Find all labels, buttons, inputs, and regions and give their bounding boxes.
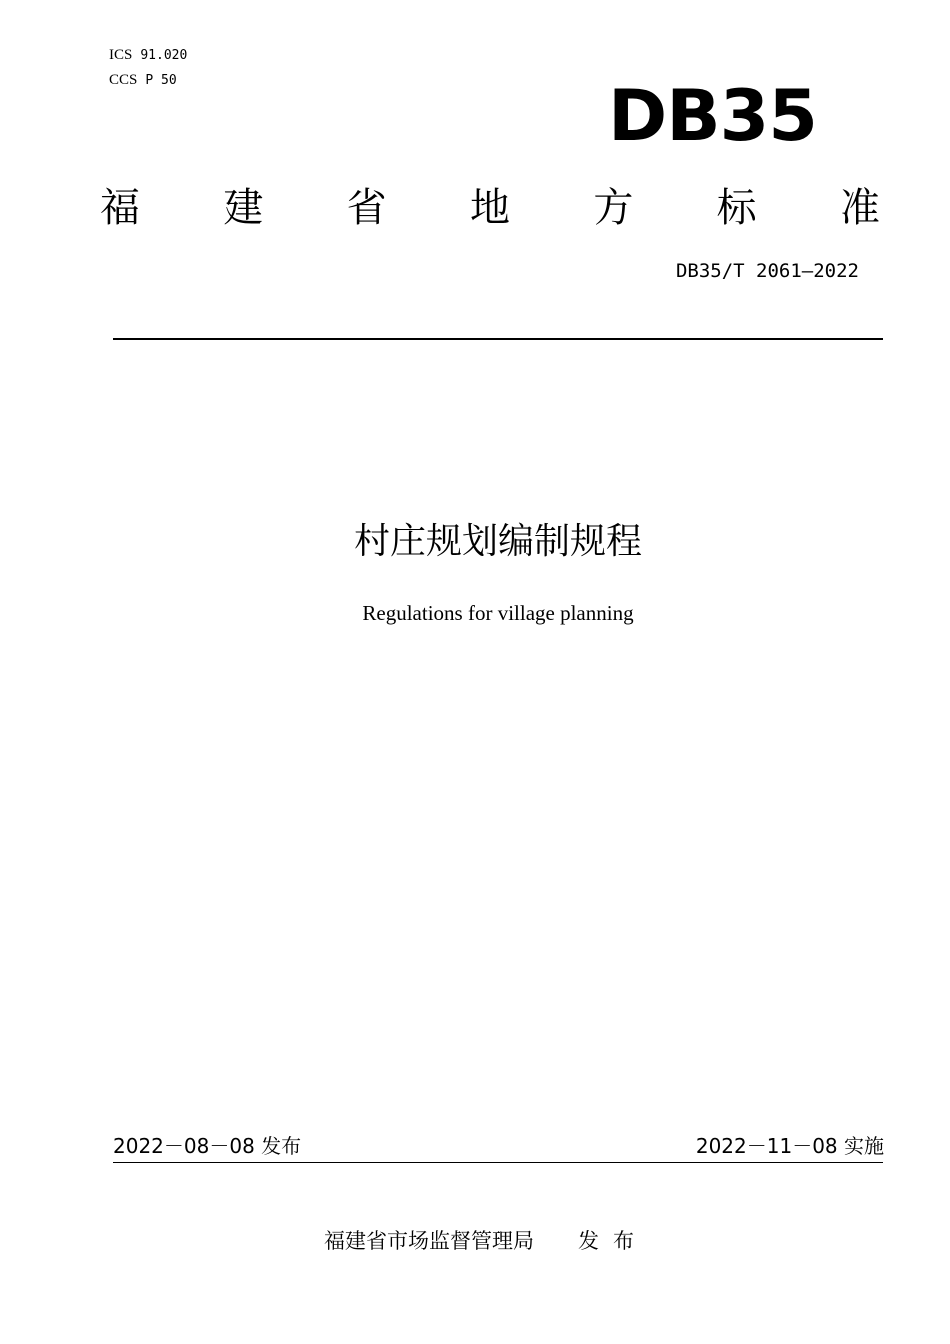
issuer-line: [324, 1226, 648, 1256]
document-title-chinese: 村庄规划编制规程: [353, 521, 642, 562]
standard-type-char: 准: [839, 185, 880, 231]
standard-type-char: 建: [223, 185, 264, 231]
top-divider: [113, 338, 883, 340]
standard-type-char: 地: [469, 185, 510, 231]
ccs-label: CCS: [109, 72, 138, 88]
issuer-name: 福建省市场监督管理局: [324, 1229, 534, 1253]
db35-logo: DB35: [608, 75, 817, 157]
implement-date: 2022－11－08 实施: [695, 1134, 884, 1158]
publish-date: 2022－08－08 发布: [113, 1134, 302, 1158]
standard-type-title: [100, 180, 880, 236]
ics-value: 91.020: [140, 48, 188, 63]
ics-code: [109, 46, 187, 65]
ccs-value: P 50: [145, 73, 177, 88]
standard-number: DB35/T 2061—2022: [675, 260, 859, 282]
standard-type-char: 方: [593, 185, 634, 231]
ccs-code: [109, 71, 177, 90]
standard-type-char: 省: [346, 185, 387, 231]
ics-label: ICS: [109, 47, 133, 63]
document-title-english: Regulations for village planning: [362, 601, 634, 625]
bottom-divider: [113, 1162, 883, 1163]
standard-type-char: 标: [716, 185, 757, 231]
issuer-verb: 发布: [578, 1229, 648, 1253]
standard-type-char: 福: [100, 185, 140, 231]
